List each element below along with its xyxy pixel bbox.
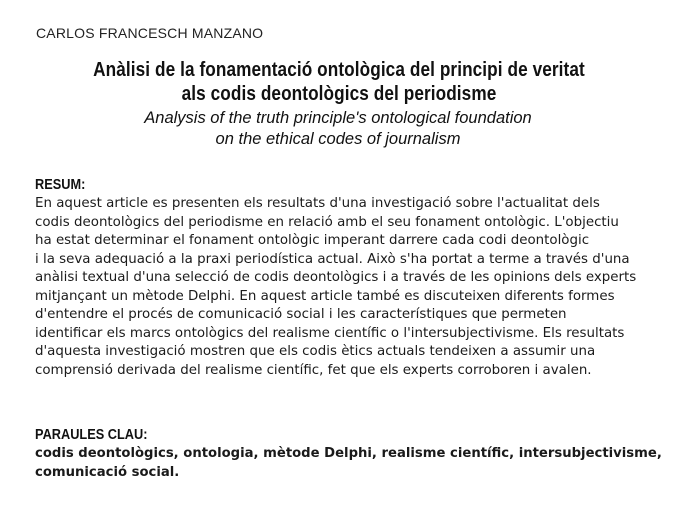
title-english-line: on the ethical codes of journalism [215, 130, 461, 148]
title-catalan [48, 58, 629, 106]
abstract-line: d'entendre el procés de comunicació social i les característiques que permeten [35, 307, 567, 323]
title-english-line: Analysis of the truth principle's ontological foundation [144, 109, 532, 127]
author-name: CARLOS FRANCESCH MANZANO [36, 25, 264, 41]
keywords-heading: PARAULES CLAU: [35, 427, 148, 443]
title-english [0, 108, 676, 150]
abstract-line: En aquest article es presenten els resultats d'una investigació sobre l'actualitat dels [35, 196, 600, 211]
abstract-line: ha estat determinar el fonament ontològic imperant darrere cada codi deontològic [35, 233, 590, 249]
title-block [0, 58, 676, 150]
abstract-line: comprensió derivada del realisme científic, fet que els experts corroboren i avalen. [35, 362, 592, 378]
abstract-line: codis deontològics del periodisme en relació amb el seu fonament ontològic. L'objectiu [35, 214, 619, 230]
keywords-section [35, 426, 662, 482]
title-catalan-line: als codis deontològics del periodisme [181, 83, 497, 105]
abstract-line: identificar els marcs ontològics del realisme científic o l'intersubjectivisme. Els resultats [35, 325, 625, 341]
abstract-line: i la seva adequació a la praxi periodística actual. Això s'ha portat a terme a través d'una [35, 251, 630, 267]
keywords-line: comunicació social. [35, 464, 180, 480]
abstract-text [35, 195, 655, 380]
title-catalan-line: Anàlisi de la fonamentació ontològica del principi de veritat [93, 59, 585, 81]
abstract-line: mitjançant un mètode Delphi. En aquest article també es discuteixen diferents formes [35, 288, 615, 304]
abstract-line: anàlisi textual d'una selecció de codis deontològics i a través de les opinions dels experts [35, 270, 637, 286]
abstract-line: d'aquesta investigació mostren que els codis ètics actuals tendeixen a assumir una [35, 344, 596, 360]
keywords-text [35, 445, 662, 482]
keywords-line: codis deontològics, ontologia, mètode Delphi, realisme científic, intersubjectivisme, [35, 446, 662, 461]
abstract-section [35, 176, 655, 380]
abstract-heading: RESUM: [35, 177, 86, 193]
